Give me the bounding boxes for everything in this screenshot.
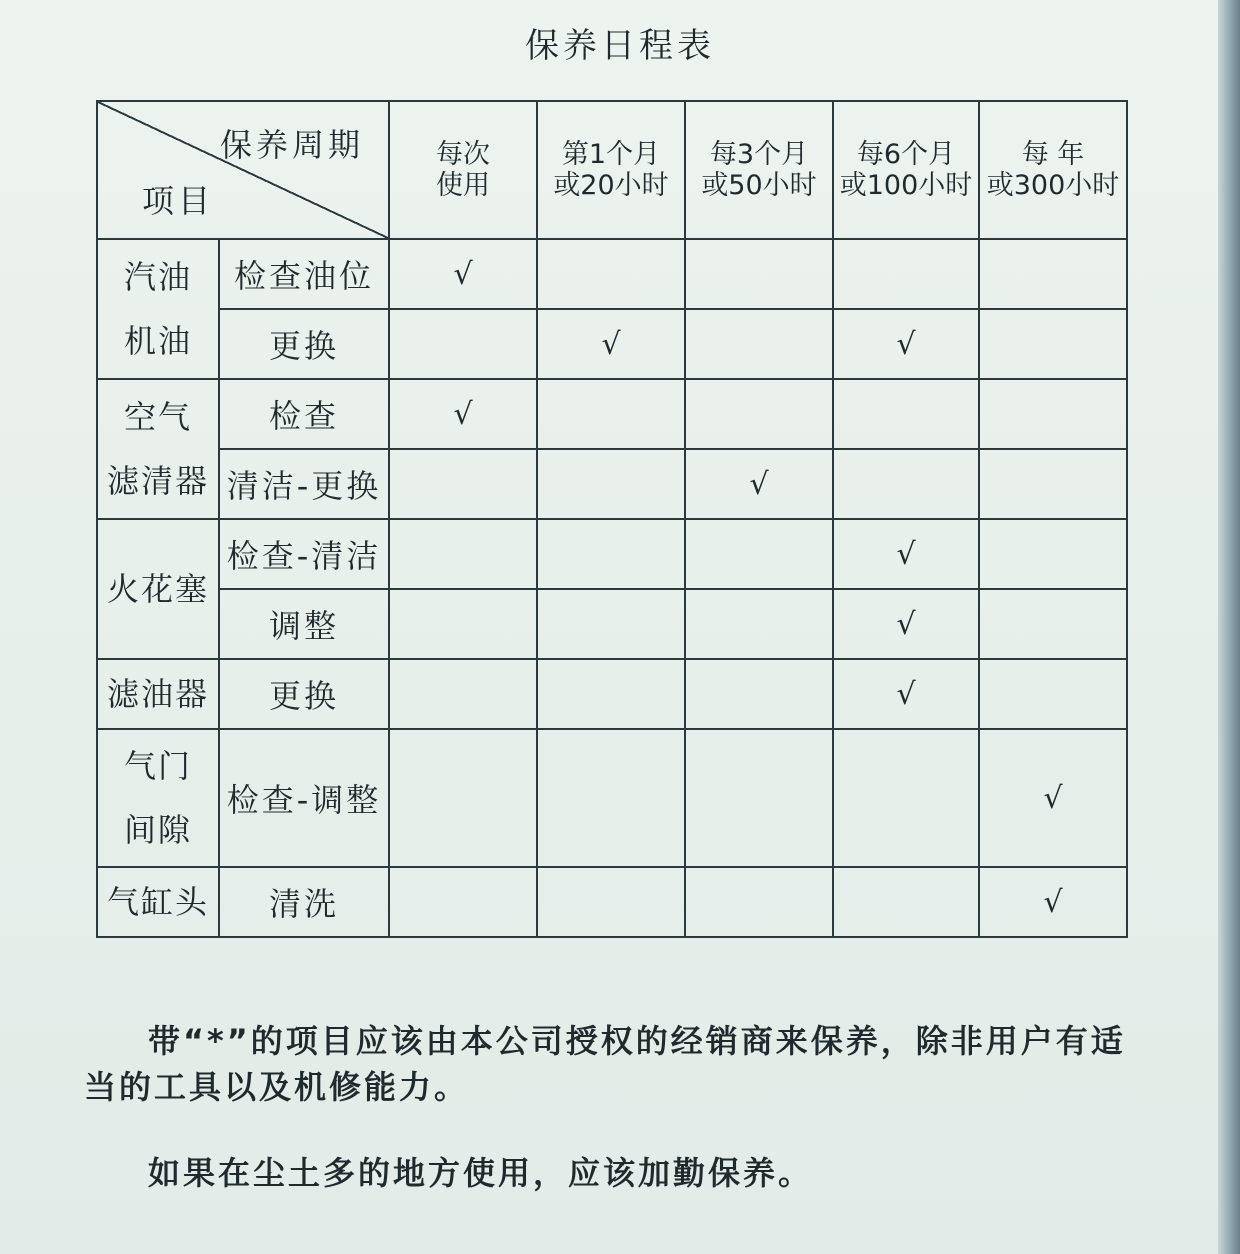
- task-cell: 调整: [219, 589, 389, 659]
- corner-item-label: 项目: [142, 182, 215, 220]
- check-cell: [537, 659, 685, 729]
- check-cell: [389, 519, 537, 589]
- task-cell: 更换: [219, 309, 389, 379]
- check-mark-cell: √: [833, 659, 979, 729]
- check-cell: [537, 239, 685, 309]
- page-title: 保养日程表: [525, 26, 715, 66]
- check-cell: [833, 379, 979, 449]
- header-row: [97, 101, 1127, 239]
- task-cell: 更换: [219, 659, 389, 729]
- check-mark-cell: √: [979, 867, 1127, 937]
- category-cell: 汽油 机油: [97, 239, 219, 379]
- task-cell: 清洁-更换: [219, 449, 389, 519]
- check-cell: [979, 239, 1127, 309]
- check-mark-cell: √: [833, 519, 979, 589]
- check-cell: [979, 659, 1127, 729]
- check-cell: [685, 239, 833, 309]
- check-cell: [685, 379, 833, 449]
- check-cell: [389, 309, 537, 379]
- task-cell: 检查-清洁: [219, 519, 389, 589]
- check-cell: [979, 519, 1127, 589]
- note-dusty-conditions: 如果在尘土多的地方使用，应该加勤保养。: [148, 1154, 814, 1192]
- category-cell: 火花塞: [97, 519, 219, 659]
- check-cell: [685, 589, 833, 659]
- table-row: [97, 659, 1127, 729]
- note-dealer-service: 带“*”的项目应该由本公司授权的经销商来保养，除非用户有适当的工具以及机修能力。: [84, 1022, 1126, 1106]
- table-row: [97, 589, 1127, 659]
- check-mark-cell: √: [685, 449, 833, 519]
- check-cell: [537, 867, 685, 937]
- check-cell: [979, 589, 1127, 659]
- check-mark-cell: √: [979, 729, 1127, 867]
- check-cell: [833, 729, 979, 867]
- check-mark-cell: √: [537, 309, 685, 379]
- check-mark-cell: √: [833, 309, 979, 379]
- check-cell: [685, 867, 833, 937]
- category-cell: 气缸头: [97, 867, 219, 937]
- corner-period-label: 保养周期: [219, 126, 364, 164]
- page-edge: [1218, 0, 1240, 1254]
- check-cell: [389, 867, 537, 937]
- check-cell: [833, 867, 979, 937]
- check-mark-cell: √: [389, 379, 537, 449]
- check-mark-cell: √: [833, 589, 979, 659]
- check-cell: [537, 729, 685, 867]
- period-header: 第1个月 或20小时: [537, 101, 685, 239]
- task-cell: 检查油位: [219, 239, 389, 309]
- category-cell: 空气 滤清器: [97, 379, 219, 519]
- check-cell: [537, 379, 685, 449]
- corner-header: [97, 101, 389, 239]
- task-cell: 检查: [219, 379, 389, 449]
- category-cell: 气门 间隙: [97, 729, 219, 867]
- check-cell: [833, 449, 979, 519]
- check-cell: [389, 729, 537, 867]
- check-cell: [389, 589, 537, 659]
- diagonal-cell: [98, 102, 388, 238]
- table-row: [97, 449, 1127, 519]
- table-row: [97, 729, 1127, 867]
- period-header: 每 年 或300小时: [979, 101, 1127, 239]
- category-cell: 滤油器: [97, 659, 219, 729]
- check-cell: [979, 449, 1127, 519]
- table-row: [97, 379, 1127, 449]
- table-row: [97, 867, 1127, 937]
- check-cell: [979, 309, 1127, 379]
- task-cell: 检查-调整: [219, 729, 389, 867]
- table-row: [97, 519, 1127, 589]
- period-header: 每6个月 或100小时: [833, 101, 979, 239]
- check-cell: [685, 519, 833, 589]
- table-row: [97, 309, 1127, 379]
- check-cell: [833, 239, 979, 309]
- check-cell: [685, 729, 833, 867]
- check-cell: [979, 379, 1127, 449]
- check-cell: [537, 589, 685, 659]
- task-cell: 清洗: [219, 867, 389, 937]
- check-cell: [537, 449, 685, 519]
- maintenance-schedule-table: [96, 100, 1128, 938]
- check-cell: [537, 519, 685, 589]
- check-cell: [685, 309, 833, 379]
- table-row: [97, 239, 1127, 309]
- period-header: 每3个月 或50小时: [685, 101, 833, 239]
- check-cell: [389, 449, 537, 519]
- check-cell: [685, 659, 833, 729]
- check-cell: [389, 659, 537, 729]
- period-header: 每次 使用: [389, 101, 537, 239]
- check-mark-cell: √: [389, 239, 537, 309]
